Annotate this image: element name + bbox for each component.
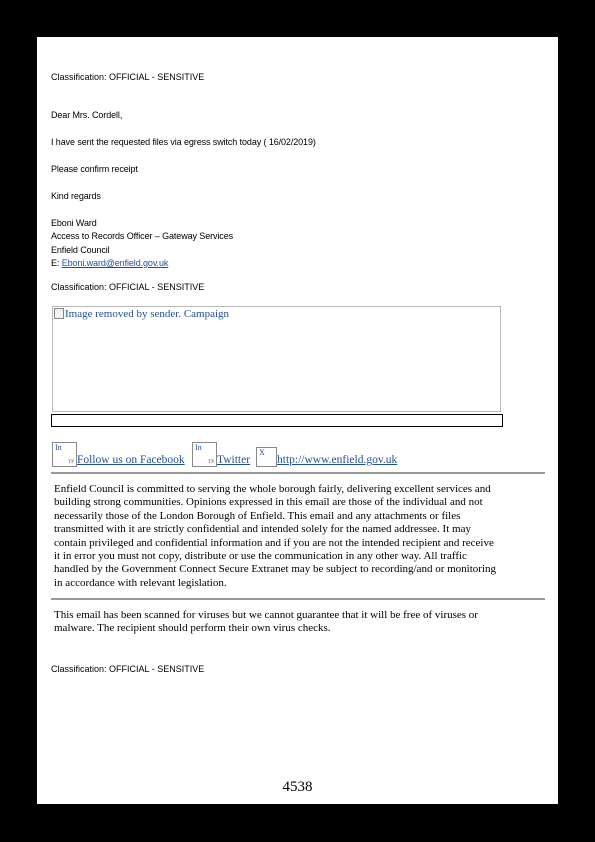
website-icon[interactable]	[256, 447, 277, 467]
email-closing: Kind regards	[51, 191, 101, 201]
disclaimer-line: handled by the Government Connect Secure Extranet may be subject to recording/and or monitoring	[54, 563, 497, 576]
disclaimer-line: it in error you must not copy, distribute or use the communication in any other way. All traffic	[54, 550, 467, 563]
banner-bottom-bar	[51, 414, 503, 427]
divider-bottom	[51, 598, 545, 600]
disclaimer-line: building strong communities. Opinions expressed in this email are those of the individual and not	[54, 496, 483, 509]
virus-notice-line: This email has been scanned for viruses but we cannot guarantee that it will be free of viruses or	[54, 609, 478, 621]
facebook-icon[interactable]	[52, 442, 77, 467]
classification-label-bottom: Classification: OFFICIAL - SENSITIVE	[51, 664, 205, 674]
classification-label-top: Classification: OFFICIAL - SENSITIVE	[51, 72, 205, 82]
website-link[interactable]: http://www.enfield.gov.uk	[277, 454, 398, 466]
divider-top	[51, 472, 545, 474]
twitter-icon[interactable]	[192, 442, 217, 467]
document-page	[37, 37, 558, 804]
banner-image-placeholder	[52, 306, 501, 412]
twitter-link[interactable]: Twitter	[217, 454, 251, 466]
signature-org: Enfield Council	[51, 245, 110, 255]
website-icon-alt: X	[259, 448, 265, 457]
twitter-icon-alt: In	[195, 443, 202, 452]
broken-image-icon	[54, 308, 64, 319]
disclaimer-paragraph	[54, 483, 544, 590]
banner-alt-text: Image removed by sender. Campaign	[65, 308, 230, 320]
email-line-confirm: Please confirm receipt	[51, 164, 138, 174]
facebook-icon-alt: In	[55, 443, 62, 452]
virus-notice-paragraph	[54, 609, 544, 636]
disclaimer-line: contain privileged and confidential information and if you are not the intended recipient and receive	[54, 536, 494, 549]
disclaimer-line: in accordance with relevant legislation.	[54, 576, 227, 589]
signature-name: Eboni Ward	[51, 218, 97, 228]
signature-email-row	[51, 258, 168, 268]
classification-label-middle: Classification: OFFICIAL - SENSITIVE	[51, 282, 205, 292]
signature-email-prefix: E:	[51, 258, 62, 268]
page-number: 4538	[282, 779, 313, 795]
email-line-sent-files: I have sent the requested files via egress switch today ( 16/02/2019)	[51, 137, 316, 147]
disclaimer-line: necessarily those of the London Borough of Enfield. This email and any attachments or files	[54, 509, 461, 522]
email-salutation: Dear Mrs. Cordell,	[51, 110, 123, 120]
twitter-icon-sub: TP	[208, 460, 214, 465]
virus-notice-line: malware. The recipient should perform their own virus checks.	[54, 622, 331, 635]
facebook-icon-sub: TP	[68, 460, 74, 465]
signature-email-link[interactable]: Eboni.ward@enfield.gov.uk	[61, 258, 169, 268]
disclaimer-line: transmitted with it are strictly confidential and intended solely for the named addressee. It may	[54, 523, 471, 536]
facebook-link[interactable]: Follow us on Facebook	[77, 454, 185, 466]
disclaimer-line: Enfield Council is committed to serving the whole borough fairly, delivering excellent services and	[54, 483, 491, 495]
signature-title: Access to Records Officer – Gateway Services	[51, 231, 234, 241]
